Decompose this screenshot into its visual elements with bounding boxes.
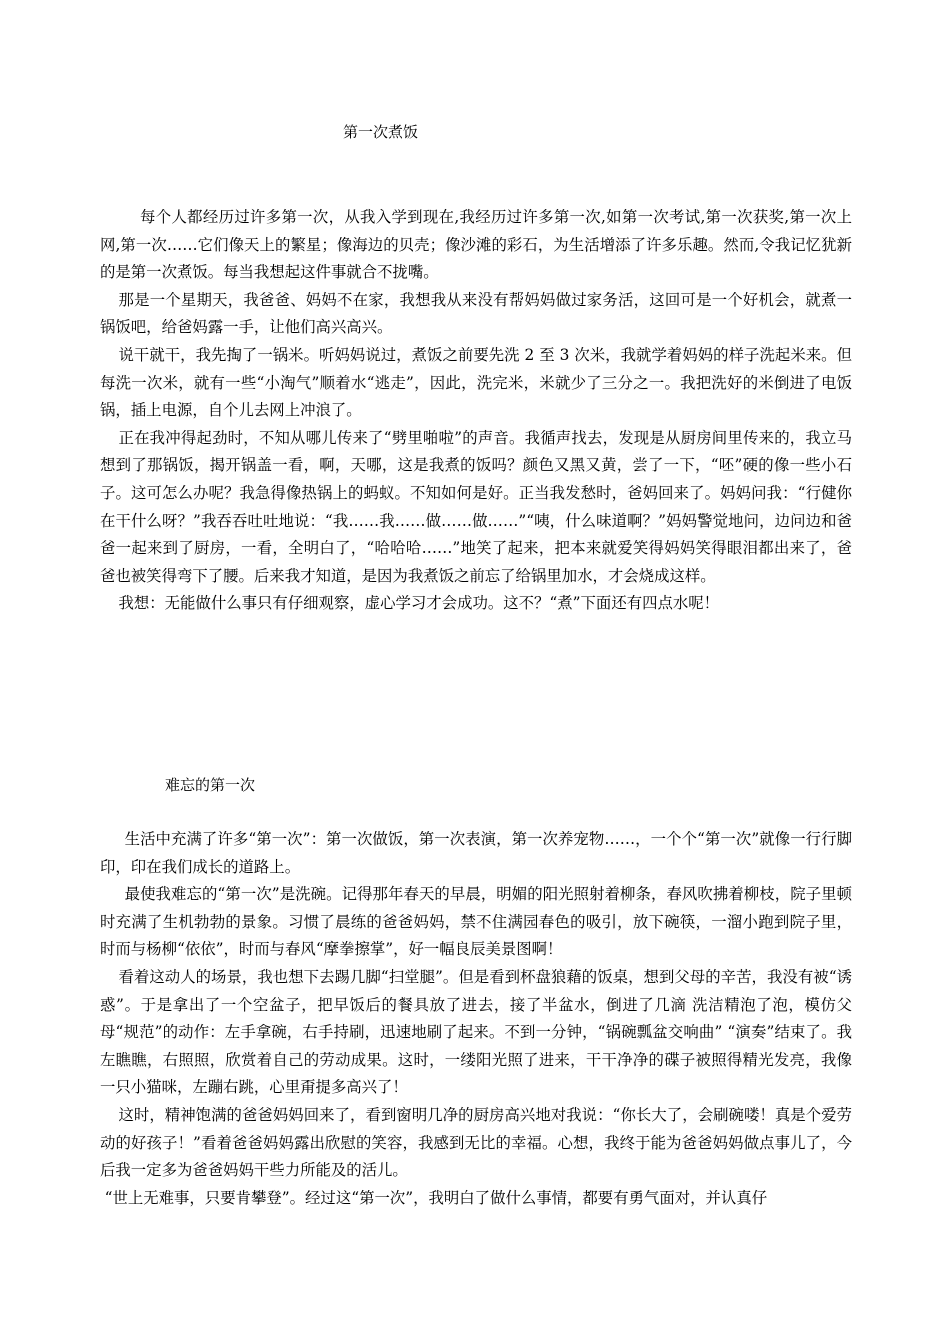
essay-1-paragraph-4: 正在我冲得起劲时，不知从哪儿传来了“劈里啪啦”的声音。我循声找去，发现是从厨房间里传来的，我立马想到了那锅饭，揭开锅盖一看，啊，天哪，这是我煮的饭吗？颜色又黑又黄，尝了一下，“呸”硬的像一些小石子。这可怎么办呢？我急得像热锅上的蚂蚁。不知如何是好。正当我发愁时，爸妈回来了。妈妈问我：“行健你在干什么呀？”我吞吞吐吐地说：“我……我……做……做……”“咦，什么味道啊？”妈妈警觉地问，边问边和爸爸一起来到了厨房，一看，全明白了，“哈哈哈……”地笑了起来，把本来就爱笑得妈妈笑得眼泪都出来了，爸爸也被笑得弯下了腰。后来我才知道，是因为我煮饭之前忘了给锅里加水，才会烧成这样。 xyxy=(100,428,852,585)
essay-2-body xyxy=(100,826,852,1212)
essay-1-title: 第一次煮饭 xyxy=(343,123,419,141)
essay-2-paragraph-3: 看着这动人的场景，我也想下去踢几脚“扫堂腿”。但是看到杯盘狼藉的饭桌，想到父母的辛苦，我没有被“诱惑”。于是拿出了一个空盆子，把早饭后的餐具放了进去，接了半盆水，倒进了几滴 洗洁精泡了泡，模仿父母“规范”的动作：左手拿碗，右手持刷，迅速地刷了起来。不到一分钟，“锅碗瓢盆交响曲” “演奏”结束了。我左瞧瞧，右照照，欣赏着自己的劳动成果。这时，一缕阳光照了进来，干干净净的碟子被照得精光发亮，我像一只小猫咪，左蹦右跳，心里甭提多高兴了！ xyxy=(100,967,852,1097)
essay-1-paragraph-5: 我想：无能做什么事只有仔细观察，虚心学习才会成功。这不？“煮”下面还有四点水呢！ xyxy=(118,594,720,613)
essay-1-paragraph-2: 那是一个星期天，我爸爸、妈妈不在家，我想我从来没有帮妈妈做过家务活，这回可是一个好机会，就煮一锅饭吧，给爸妈露一手，让他们高兴高兴。 xyxy=(100,290,852,337)
essay-1-paragraph-1: 每个人都经历过许多第一次，从我入学到现在,我经历过许多第一次,如第一次考试,第一次获奖,第一次上网,第一次……它们像天上的繁星；像海边的贝壳；像沙滩的彩石，为生活增添了许多乐趣。然而,令我记忆犹新的是第一次煮饭。每当我想起这件事就合不拢嘴。 xyxy=(100,208,852,282)
essay-1-paragraph-3: 说干就干，我先掏了一锅米。听妈妈说过，煮饭之前要先洗 2 至 3 次米，我就学着妈妈的样子洗起米来。但每洗一次米，就有一些“小淘气”顺着水“逃走”，因此，洗完米，米就少了三分之一。我把洗好的米倒进了电饭锅，插上电源，自个儿去网上冲浪了。 xyxy=(100,345,852,420)
essay-2-paragraph-5: “世上无难事，只要肯攀登”。经过这“第一次”，我明白了做什么事情，都要有勇气面对，并认真仔 xyxy=(104,1188,768,1207)
essay-2-paragraph-1: 生活中充满了许多“第一次”：第一次做饭，第一次表演，第一次养宠物……，一个个“第一次”就像一行行脚印，印在我们成长的道路上。 xyxy=(100,830,852,876)
essay-2-paragraph-4: 这时，精神饱满的爸爸妈妈回来了，看到窗明几净的厨房高兴地对我说：“你长大了，会刷碗喽！真是个爱劳动的好孩子！”看着爸爸妈妈露出欣慰的笑容，我感到无比的幸福。心想，我终于能为爸爸妈妈做点事儿了，今后我一定多为爸爸妈妈干些力所能及的活儿。 xyxy=(100,1105,852,1180)
essay-2-title: 难忘的第一次 xyxy=(165,776,256,794)
essay-2-paragraph-2: 最使我难忘的“第一次”是洗碗。记得那年春天的早晨，明媚的阳光照射着柳条，春风吹拂着柳枝，院子里顿时充满了生机勃勃的景象。习惯了晨练的爸爸妈妈，禁不住满园春色的吸引，放下碗筷，一溜小跑到院子里，时而与杨柳“依依”，时而与春风“摩拳擦掌”，好一幅良辰美景图啊！ xyxy=(100,885,852,959)
essay-1-body xyxy=(100,204,852,618)
